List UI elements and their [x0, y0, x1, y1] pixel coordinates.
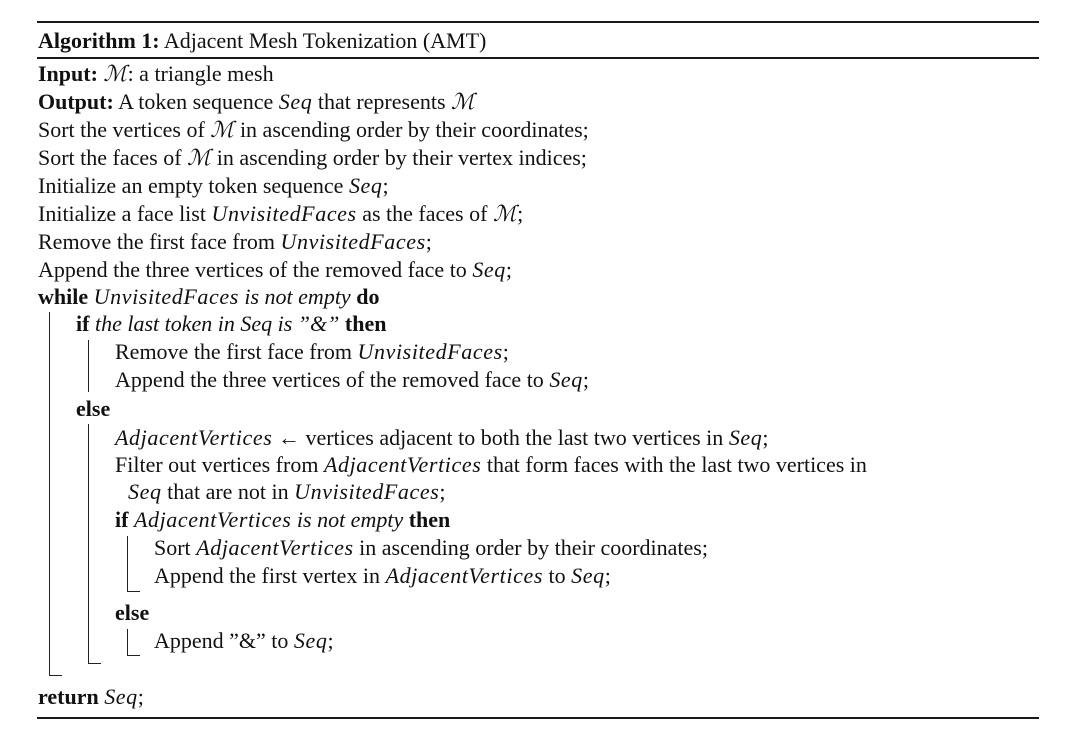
inner-else-block-bar [127, 629, 128, 656]
if-block-bar [88, 340, 89, 392]
while-block-end [49, 675, 62, 676]
while-block-bar [49, 312, 50, 676]
header-rule [37, 57, 1039, 59]
sort-adjacent-line: Sort AdjacentVertices in ascending order by their coordinates; [154, 535, 708, 560]
return-line: return Seq; [38, 684, 144, 709]
sort-vertices-line: Sort the vertices of ℳ in ascending order by their coordinates; [38, 117, 589, 142]
filter-line-2: Seq that are not in UnvisitedFaces; [128, 479, 446, 504]
algorithm-label: Algorithm 1: [38, 28, 160, 53]
algorithm-title: Adjacent Mesh Tokenization (AMT) [163, 28, 487, 53]
filter-line-1: Filter out vertices from AdjacentVertices that form faces with the last two vertices in [115, 452, 867, 477]
input-line: Input: ℳ: a triangle mesh [38, 61, 274, 86]
inner-if-block-end [127, 591, 140, 592]
init-faces-line: Initialize a face list UnvisitedFaces as the faces of ℳ; [38, 201, 524, 226]
else-block-bar [88, 424, 89, 664]
remove-first-line: Remove the first face from UnvisitedFaces; [38, 229, 432, 254]
else-block-end [88, 663, 101, 664]
while-line: while UnvisitedFaces is not empty do [38, 284, 380, 309]
if-append-line: Append the three vertices of the removed face to Seq; [115, 367, 590, 392]
top-rule [37, 21, 1039, 23]
append-three-line: Append the three vertices of the removed face to Seq; [38, 257, 513, 282]
if-line: if the last token in Seq is ”&” then [76, 311, 387, 336]
adjacent-def-line: AdjacentVertices ← vertices adjacent to both the last two vertices in Seq; [115, 425, 769, 450]
init-seq-line: Initialize an empty token sequence Seq; [38, 173, 389, 198]
inner-else-line: else [115, 600, 150, 625]
inner-else-block-end [127, 655, 140, 656]
else-line: else [76, 396, 111, 421]
append-first-line: Append the first vertex in AdjacentVertices to Seq; [154, 563, 611, 588]
append-amp-line: Append ”&” to Seq; [154, 628, 334, 653]
sort-faces-line: Sort the faces of ℳ in ascending order by their vertex indices; [38, 145, 587, 170]
inner-if-block-bar [127, 536, 128, 592]
if-remove-line: Remove the first face from UnvisitedFaces; [115, 339, 509, 364]
output-line: Output: A token sequence Seq that represents ℳ [38, 89, 476, 114]
bottom-rule [37, 717, 1039, 719]
algorithm-header [38, 28, 486, 54]
inner-if-line: if AdjacentVertices is not empty then [115, 507, 451, 532]
